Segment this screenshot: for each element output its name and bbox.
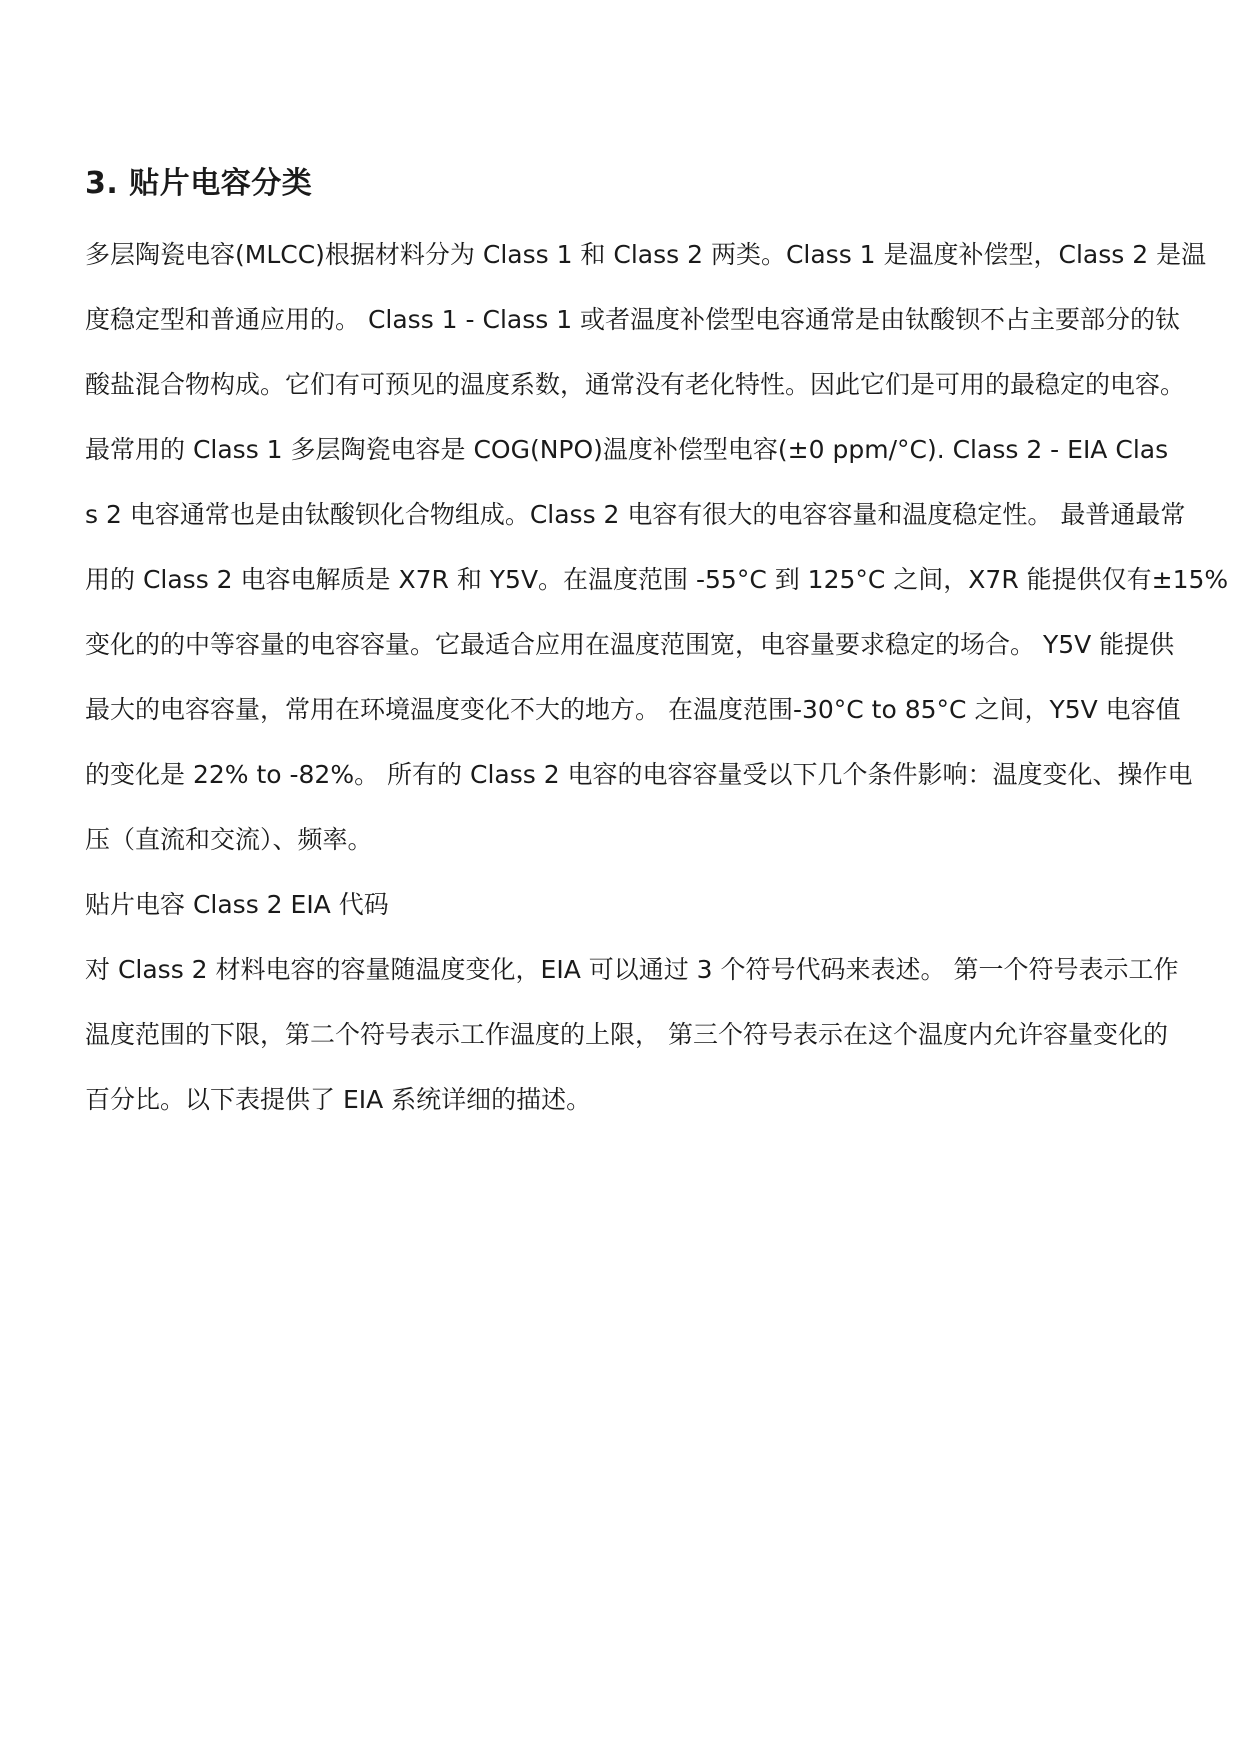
paragraph-line: 的变化是 22% to -82%。 所有的 Class 2 电容的电容容量受以下几个条件影响：温度变化、操作电 [85, 760, 1193, 789]
paragraph-line: 用的 Class 2 电容电解质是 X7R 和 Y5V。在温度范围 -55°C 到 125°C 之间，X7R 能提供仅有±15% [85, 565, 1229, 594]
paragraph-line: 变化的的中等容量的电容容量。它最适合应用在温度范围宽，电容量要求稳定的场合。 Y5V 能提供 [85, 630, 1175, 659]
paragraph-line: 压（直流和交流）、频率。 [85, 825, 373, 854]
subheading: 贴片电容 Class 2 EIA 代码 [85, 890, 389, 919]
section-heading: 3. 贴片电容分类 [85, 166, 313, 201]
paragraph-line: 温度范围的下限，第二个符号表示工作温度的上限， 第三个符号表示在这个温度内允许容量变化的 [85, 1020, 1168, 1049]
paragraph-line: 最常用的 Class 1 多层陶瓷电容是 COG(NPO)温度补偿型电容(±0 ppm/°C). Class 2 - EIA Clas [85, 435, 1169, 464]
paragraph-line: 对 Class 2 材料电容的容量随温度变化，EIA 可以通过 3 个符号代码来表述。 第一个符号表示工作 [85, 955, 1179, 984]
paragraph-line: 酸盐混合物构成。它们有可预见的温度系数，通常没有老化特性。因此它们是可用的最稳定的电容。 [85, 370, 1186, 399]
paragraph-line: 度稳定型和普通应用的。 Class 1 - Class 1 或者温度补偿型电容通常是由钛酸钡不占主要部分的钛 [85, 305, 1181, 334]
paragraph-line: 最大的电容容量，常用在环境温度变化不大的地方。 在温度范围-30°C to 85°C 之间，Y5V 电容值 [85, 695, 1181, 724]
paragraph-line: 百分比。以下表提供了 EIA 系统详细的描述。 [85, 1085, 592, 1114]
paragraph-line: s 2 电容通常也是由钛酸钡化合物组成。Class 2 电容有很大的电容容量和温度稳定性。 最普通最常 [85, 500, 1186, 529]
document-page [85, 160, 1229, 1132]
paragraph-line: 多层陶瓷电容(MLCC)根据材料分为 Class 1 和 Class 2 两类。Class 1 是温度补偿型，Class 2 是温 [85, 240, 1207, 269]
paragraph-eia-code [85, 937, 1179, 1132]
paragraph-mlcc-classes [85, 222, 1229, 872]
